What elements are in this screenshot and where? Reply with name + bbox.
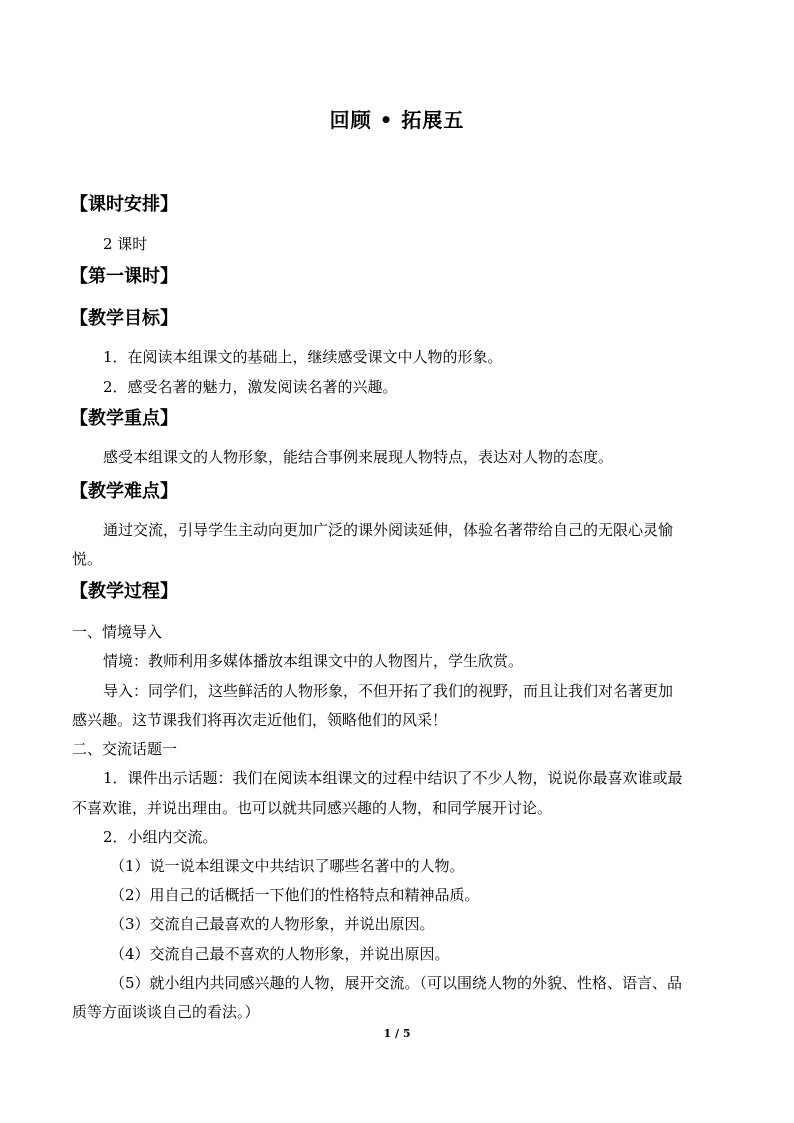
document-title: 回顾 • 拓展五 [329, 108, 465, 132]
sub-item-5-continued: 质等方面谈谈自己的看法。） [72, 1003, 260, 1021]
part1-title: 一、情境导入 [72, 623, 163, 641]
page-number: 1 / 5 [383, 1027, 411, 1040]
difficulty-text-line-1: 通过交流，引导学生主动向更加广泛的课外阅读延伸，体验名著带给自己的无限心灵愉 [103, 521, 674, 539]
schedule-text: 2 课时 [103, 235, 148, 253]
heading-process: 【教学过程】 [70, 581, 178, 602]
heading-difficulty: 【教学难点】 [70, 481, 178, 502]
heading-first-lesson: 【第一课时】 [70, 266, 178, 287]
difficulty-text-line-2: 悦。 [72, 550, 103, 568]
part2-line-3: 2．小组内交流。 [103, 828, 218, 846]
goal-item-2: 2．感受名著的魅力，激发阅读名著的兴趣。 [103, 378, 398, 396]
sub-item-3: （3）交流自己最喜欢的人物形象，并说出原因。 [110, 915, 435, 933]
heading-key-points: 【教学重点】 [70, 408, 178, 429]
part2-line-2: 不喜欢谁，并说出理由。也可以就共同感兴趣的人物，和同学展开讨论。 [72, 799, 553, 817]
sub-item-1: （1）说一说本组课文中共结识了哪些名著中的人物。 [110, 857, 465, 875]
key-points-text: 感受本组课文的人物形象，能结合事例来展现人物特点，表达对人物的态度。 [103, 448, 614, 466]
part1-line-3: 感兴趣。这节课我们将再次走近他们，领略他们的风采！ [72, 711, 448, 729]
goal-item-1: 1．在阅读本组课文的基础上，继续感受课文中人物的形象。 [103, 348, 503, 366]
heading-schedule: 【课时安排】 [70, 194, 178, 215]
part2-title: 二、交流话题一 [72, 740, 178, 758]
part1-line-1: 情境：教师利用多媒体播放本组课文中的人物图片，学生欣赏。 [103, 652, 524, 670]
sub-item-4: （4）交流自己最不喜欢的人物形象，并说出原因。 [110, 945, 450, 963]
part2-line-1: 1．课件出示话题：我们在阅读本组课文的过程中结识了不少人物，说说你最喜欢谁或最 [103, 769, 683, 787]
sub-item-5: （5）就小组内共同感兴趣的人物，展开交流。（可以围绕人物的外貌、性格、语言、品 [110, 974, 683, 992]
heading-goals: 【教学目标】 [70, 308, 178, 329]
sub-item-2: （2）用自己的话概括一下他们的性格特点和精神品质。 [110, 886, 480, 904]
part1-line-2: 导入：同学们，这些鲜活的人物形象，不但开拓了我们的视野，而且让我们对名著更加 [103, 682, 674, 700]
